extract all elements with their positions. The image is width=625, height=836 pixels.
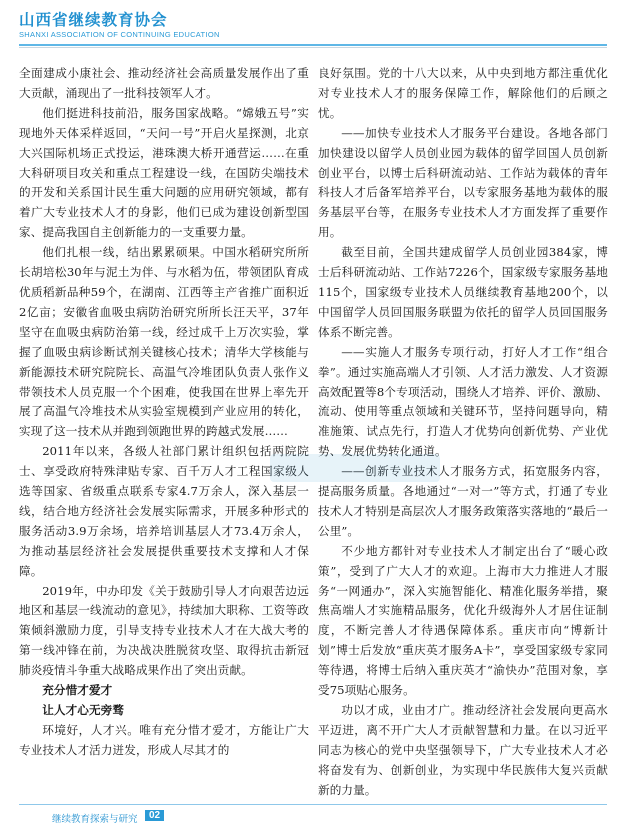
footer-rule (19, 804, 607, 805)
paragraph: 环境好，人才兴。唯有充分惜才爱才，方能让广大专业技术人才活力迸发，形成人尽其才的 (19, 722, 309, 757)
association-title: 山西省继续教育协会 (19, 10, 168, 29)
right-column (318, 64, 608, 799)
paragraph: 全面建成小康社会、推动经济社会高质量发展作出了重大贡献，涌现出了一批科技领军人才。 (19, 66, 309, 100)
paragraph: ——实施人才服务专项行动，打好人才工作“组合拳”。通过实施高端人才引领、人才活力激发、人才资源高效配置等8个专项活动，围绕人才培养、评价、激励、流动、使用等重点领域和关键环节，坚持问题导向，精准施策、试点先行，打造人才优势向创新优势、产业优势、发展优势转化通道。 (318, 344, 608, 459)
paragraph: 良好氛围。党的十八大以来，从中央到地方都注重优化对专业技术人才的服务保障工作，解除他们的后顾之忧。 (318, 66, 608, 120)
left-column (19, 64, 309, 799)
header-rule-thin (19, 47, 607, 48)
section-heading: 让人才心无旁骛 (42, 703, 125, 717)
paragraph: 2019年，中办印发《关于鼓励引导人才向艰苦边远地区和基层一线流动的意见》，持续加大职称、工资等政策倾斜激励力度，引导支持专业技术人才在大战大考的第一线冲锋在前，为决战决胜脱贫攻坚、取得抗击新冠肺炎疫情斗争重大战略成果作出了突出贡献。 (19, 583, 309, 678)
paragraph: 功以才成，业由才广。推动经济社会发展向更高水平迈进，离不开广大人才贡献智慧和力量。在以习近平同志为核心的党中央坚强领导下，广大专业技术人才必将奋发有为、创新创业，为实现中华民族伟大复兴贡献新的力量。 (318, 703, 608, 797)
page-header (0, 0, 625, 58)
paragraph: ——加快专业技术人才服务平台建设。各地各部门加快建设以留学人员创业园为载体的留学回国人员创新创业平台，以博士后科研流动站、工作站为载体的青年科技人才后备军培养平台，以专家服务基地为载体的服务基层平台等，在服务专业技术人才方面发挥了重要作用。 (318, 125, 608, 240)
section-heading: 充分惜才爱才 (42, 683, 113, 698)
paragraph: 2011年以来，各级人社部门累计组织包括两院院士、享受政府特殊津贴专家、百千万人才工程国家级人选等国家、省级重点联系专家4.7万余人，深入基层一线，结合地方经济社会发展实际需求，开展多种形式的服务活动3.9万余场，培养培训基层人才73.4万余人，为推动基层经济社会发展提供重要技术支撑和人才保障。 (19, 444, 309, 578)
paragraph: 不少地方都针对专业技术人才制定出台了“暖心政策”，受到了广大人才的欢迎。上海市大力推进人才服务“一网通办”，深入实施智能化、精准化服务举措，聚焦高端人才实施精品服务，优化升级海外人才居住证制度，不断完善人才待遇保障体系。重庆市向“博新计划”博士后发放“重庆英才服务A卡”，享受国家级专家同等待遇，将博士后纳入重庆英才“渝快办”范围对象，享受75项贴心服务。 (318, 543, 608, 698)
paragraph: 截至目前，全国共建成留学人员创业园384家，博士后科研流动站、工作站7226个，国家级专家服务基地115个，国家级专业技术人员继续教育基地200个，以中国留学人员回国服务联盟为依托的留学人员回国服务体系不断完善。 (318, 245, 608, 339)
association-subtitle: SHANXI ASSOCIATION OF CONTINUING EDUCATION (19, 30, 220, 39)
journal-name: 继续教育探索与研究 (52, 814, 138, 825)
paragraph: ——创新专业技术人才服务方式，拓宽服务内容，提高服务质量。各地通过“一对一”等方式，打通了专业技术人才特别是高层次人才服务政策落实落地的“最后一公里”。 (318, 464, 608, 538)
header-rule (19, 44, 607, 46)
paragraph: 他们挺进科技前沿，服务国家战略。“嫦娥五号”实现地外天体采样返回，“天问一号”开启火星探测，北京大兴国际机场正式投运，港珠澳大桥开通营运……在重大科研项目攻关和重点工程建设一线，在国防尖端技术的开发和关系国计民生重大问题的应用研究领域，都有着广大专业技术人才的身影，他们已成为建设创新型国家、提高我国自主创新能力的一支重要力量。 (19, 105, 309, 240)
page-footer (0, 804, 625, 836)
paragraph: 他们扎根一线，结出累累硕果。中国水稻研究所所长胡培松30年与泥土为伴、与水稻为伍，带领团队育成优质稻新品种59个，在湖南、江西等主产省推广面积近2亿亩；安徽省血吸虫病防治研究所所长汪天平，37年坚守在血吸虫病防治第一线，经过成千上万次实验，掌握了血吸虫病诊断试剂关键核心技术；清华大学核能与新能源技术研究院院长、高温气冷堆团队负责人张作义带领技术人员克服一个个困难，使我国在世界上率先开展了高温气冷堆技术从实验室规模到产业应用的转化，实现了这一技术从并跑到领跑世界的跨越式发展…… (19, 245, 309, 439)
page-number: 02 (145, 810, 164, 821)
